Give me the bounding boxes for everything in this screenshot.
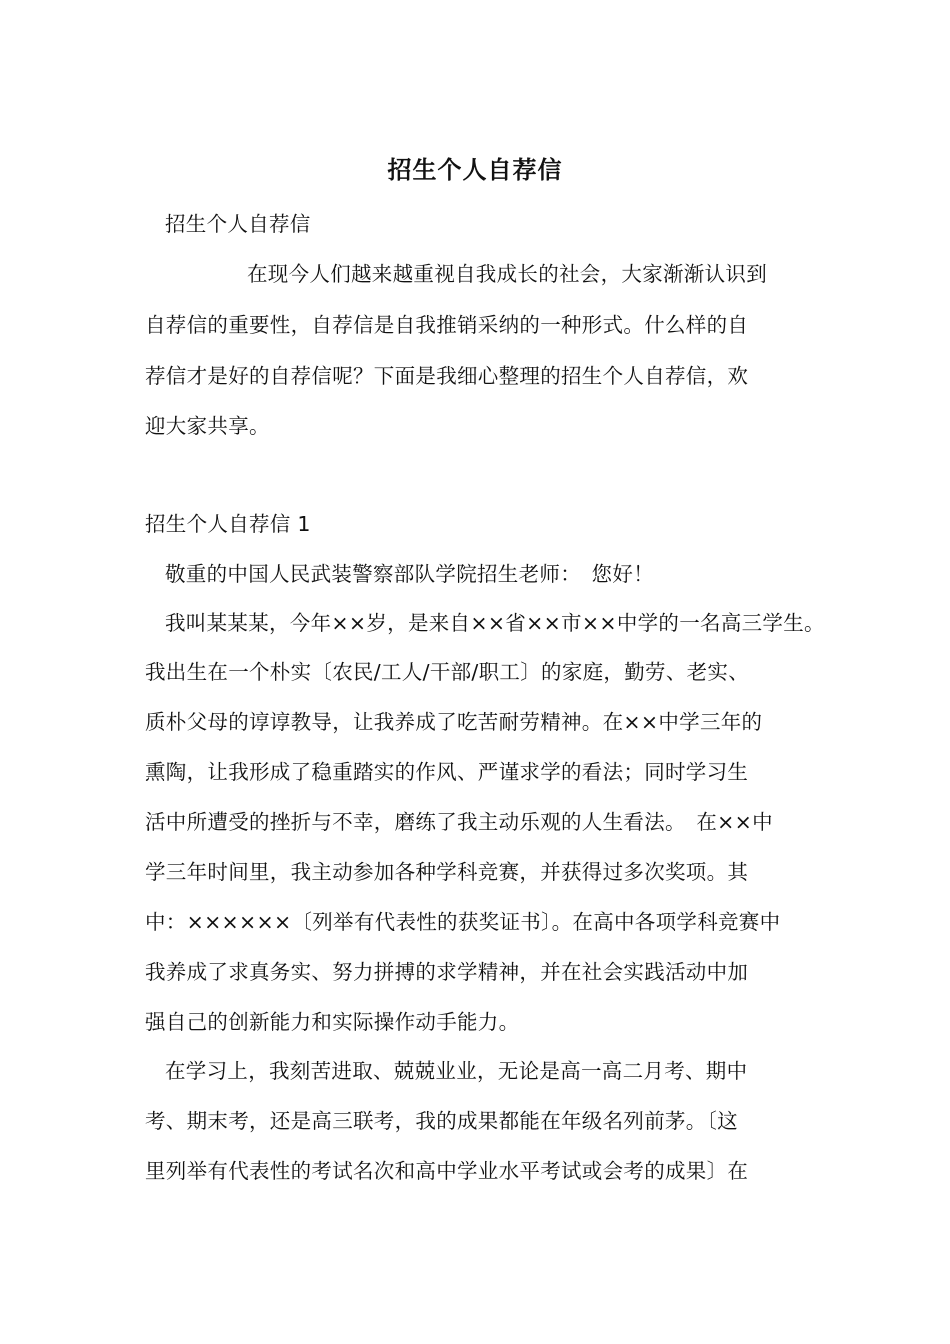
document-title: 招生个人自荐信 [387, 156, 563, 184]
paragraph-line: 我养成了求真务实、努力拼搏的求学精神，并在社会实践活动中加 [145, 960, 749, 984]
paragraph-line: 在学习上，我刻苦进取、兢兢业业，无论是高一高二月考、期中 [165, 1059, 748, 1083]
paragraph-line: 学三年时间里，我主动参加各种学科竞赛，并获得过多次奖项。其 [145, 860, 749, 884]
paragraph-line: 强自己的创新能力和实际操作动手能力。 [145, 1010, 520, 1034]
paragraph-line: 质朴父母的谆谆教导，让我养成了吃苦耐劳精神。在××中学三年的 [145, 710, 763, 734]
paragraph-line: 荐信才是好的自荐信呢？下面是我细心整理的招生个人自荐信，欢 [145, 364, 749, 388]
section-heading: 招生个人自荐信 1 [145, 512, 311, 536]
paragraph-line: 考、期末考，还是高三联考，我的成果都能在年级名列前茅。〔这 [145, 1109, 738, 1133]
paragraph-line: 我叫某某某，今年××岁，是来自××省××市××中学的一名高三学生。 [165, 611, 825, 635]
paragraph-line: 我出生在一个朴实〔农民/工人/干部/职工〕的家庭，勤劳、老实、 [145, 660, 750, 684]
paragraph-line: 活中所遭受的挫折与不幸，磨练了我主动乐观的人生看法。 在××中 [145, 810, 773, 834]
paragraph-line: 在现今人们越来越重视自我成长的社会，大家渐渐认识到 [247, 262, 767, 286]
paragraph-line: 迎大家共享。 [145, 414, 270, 438]
paragraph-line: 里列举有代表性的考试名次和高中学业水平考试或会考的成果〕在 [145, 1159, 749, 1183]
subtitle-line: 招生个人自荐信 [165, 212, 311, 236]
salutation-line: 敬重的中国人民武装警察部队学院招生老师： 您好！ [165, 562, 654, 586]
paragraph-line: 自荐信的重要性，自荐信是自我推销采纳的一种形式。什么样的自 [145, 313, 749, 337]
paragraph-line: 中：××××××〔列举有代表性的获奖证书〕。在高中各项学科竞赛中 [145, 910, 781, 934]
paragraph-line: 熏陶，让我形成了稳重踏实的作风、严谨求学的看法；同时学习生 [145, 760, 749, 784]
